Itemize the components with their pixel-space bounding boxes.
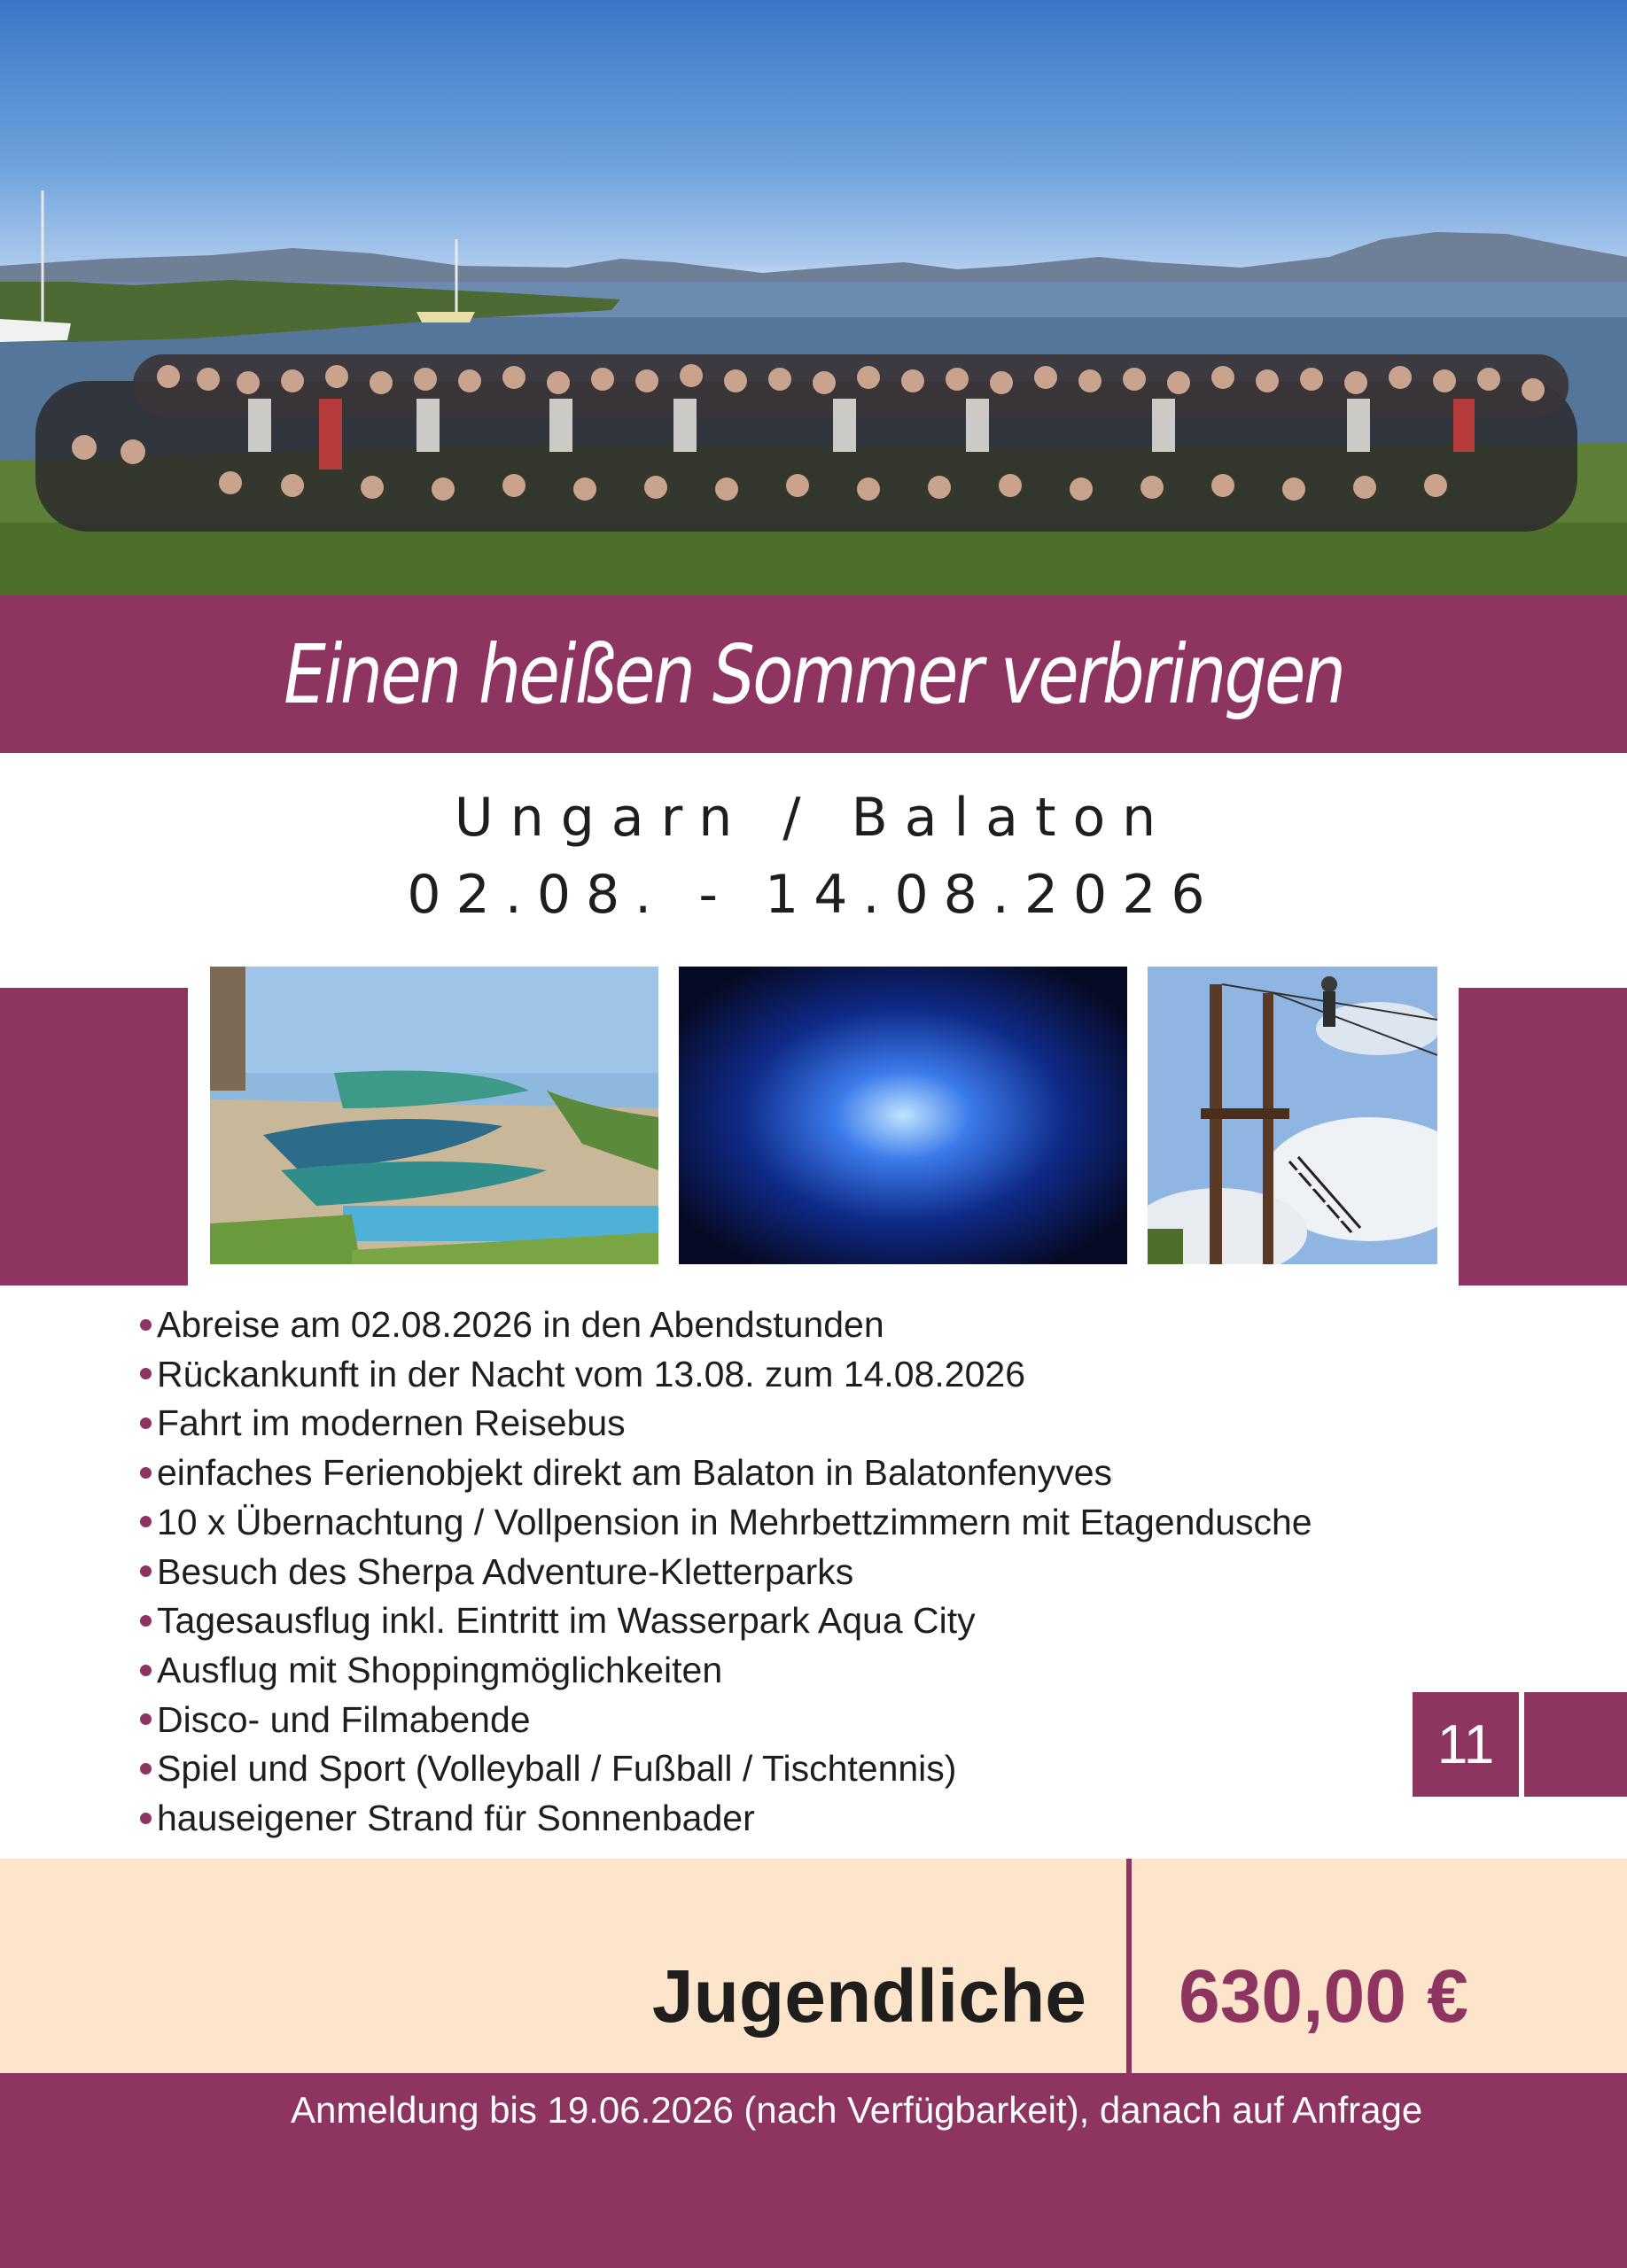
destination: Ungarn / Balaton [454, 787, 1173, 849]
list-item: Fahrt im modernen Reisebus [140, 1399, 1312, 1449]
bullet-icon [140, 1516, 152, 1527]
list-item: 10 x Übernachtung / Vollpension in Mehrbettzimmern mit Etagendusche [140, 1498, 1312, 1548]
list-item: Rückankunft in der Nacht vom 13.08. zum 14.08.2026 [140, 1350, 1312, 1400]
bullet-icon [140, 1763, 152, 1775]
page-number-tab [1524, 1692, 1627, 1797]
bullet-icon [140, 1418, 152, 1429]
photo-water-slides [210, 967, 658, 1264]
list-item: Ausflug mit Shoppingmöglichkeiten [140, 1646, 1312, 1696]
price-value: 630,00 € [1179, 1954, 1468, 2038]
bullet-icon [140, 1665, 152, 1676]
photo-disco-lights [679, 967, 1127, 1264]
hero-photo [0, 0, 1627, 595]
bullet-icon [140, 1368, 152, 1379]
list-item: Disco- und Filmabende [140, 1696, 1312, 1745]
bullet-icon [140, 1319, 152, 1331]
bullet-icon [140, 1467, 152, 1479]
page-title: Einen heißen Sommer verbringen [283, 626, 1344, 722]
registration-note: Anmeldung bis 19.06.2026 (nach Verfügbarkeit), danach auf Anfrage [291, 2089, 1423, 2131]
bullet-icon [140, 1713, 152, 1725]
list-item: Besuch des Sherpa Adventure-Kletterparks [140, 1548, 1312, 1597]
page-number: 11 [1413, 1692, 1519, 1797]
list-item: Spiel und Sport (Volleyball / Fußball / Tischtennis) [140, 1744, 1312, 1794]
bullet-icon [140, 1813, 152, 1824]
bullet-icon [140, 1615, 152, 1627]
price-divider [1126, 1859, 1132, 2073]
decorative-block-right [1459, 988, 1627, 1285]
list-item: einfaches Ferienobjekt direkt am Balaton in Balatonfenyves [140, 1449, 1312, 1498]
hero-photo-illustration [0, 0, 1627, 595]
feature-list [140, 1301, 1312, 1844]
list-item: hauseigener Strand für Sonnenbader [140, 1794, 1312, 1844]
list-item: Abreise am 02.08.2026 in den Abendstunden [140, 1301, 1312, 1350]
photo-climbing-park [1148, 967, 1437, 1264]
list-item: Tagesausflug inkl. Eintritt im Wasserpark Aqua City [140, 1596, 1312, 1646]
title-band [0, 595, 1627, 753]
price-label: Jugendliche [651, 1954, 1086, 2038]
travel-dates: 02.08. - 14.08.2026 [407, 864, 1220, 926]
bullet-icon [140, 1565, 152, 1577]
decorative-block-left [0, 988, 188, 1285]
